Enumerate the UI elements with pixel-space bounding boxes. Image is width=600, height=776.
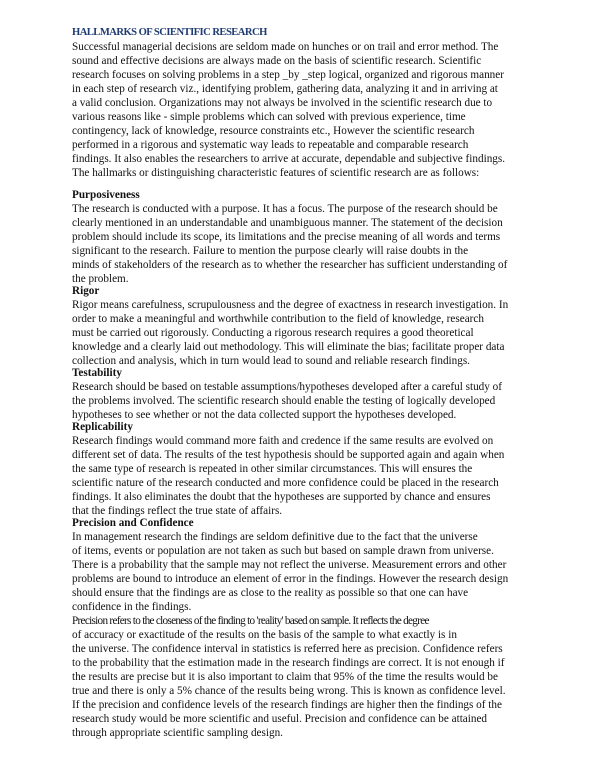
precision-line: problems are bound to introduce an element of error in the findings. However the research design [72,573,509,585]
purposiveness-line: The research is conducted with a purpose. It has a focus. The purpose of the research should be [72,203,498,215]
replicability-line: that the findings reflect the true state of affairs. [72,505,283,517]
purposiveness-line: significant to the research. Failure to mention the purpose clearly will raise doubts in the [72,245,469,257]
precision-line: confidence in the findings. [72,601,192,613]
replicability-line: scientific nature of the research conducted and more confidence could be placed in the research [72,477,499,489]
precision-line: There is a probability that the sample may not reflect the universe. Measurement errors and other [72,559,507,571]
intro-line: The hallmarks or distinguishing characteristic features of scientific research are as follows: [72,167,480,179]
intro-line: a valid conclusion. Organizations may not always be involved in the scientific research due to [72,97,493,109]
page-title: HALLMARKS OF SCIENTIFIC RESEARCH [72,27,267,38]
intro-line: in each step of research viz., identifying problem, gathering data, analyzing it and in arriving at [72,83,498,95]
precision-line: true and there is only a 5% chance of the results being wrong. This is known as confidence level. [72,685,506,697]
precision-line: to the probability that the estimation made in the research findings are correct. It is not enough if [72,657,505,669]
rigor-line: must be carried out rigorously. Conducting a rigorous research requires a good theoretical [72,327,474,339]
section-heading-replicability: Replicability [72,421,133,433]
purposiveness-line: minds of stakeholders of the research as to whether the researcher has sufficient understanding of [72,259,508,271]
intro-line: findings. It also enables the researchers to arrive at accurate, dependable and subjective findings. [72,153,506,165]
section-heading-precision-confidence: Precision and Confidence [72,517,194,529]
intro-line: research focuses on solving problems in a step _by _step logical, organized and rigorous manner [72,69,504,81]
intro-line: Successful managerial decisions are seldom made on hunches or on trail and error method. The [72,41,499,53]
precision-line: should ensure that the findings are as close to the reality as possible so that one can have [72,587,469,599]
purposiveness-line: clearly mentioned in an understandable and unambiguous manner. The statement of the decision [72,217,503,229]
purposiveness-line: problem should include its scope, its limitations and the precise meaning of all words and terms [72,231,501,243]
replicability-line: findings. It also eliminates the doubt that the hypotheses are supported by chance and ensures [72,491,491,503]
testability-line: hypotheses to see whether or not the data collected support the hypotheses developed. [72,409,457,421]
section-heading-rigor: Rigor [72,285,100,297]
precision-line: In management research the findings are seldom definitive due to the fact that the universe [72,531,478,543]
precision-line: through appropriate scientific sampling design. [72,727,283,739]
rigor-line: collection and analysis, which in turn would lead to sound and reliable research findings. [72,355,470,367]
testability-line: Research should be based on testable assumptions/hypotheses developed after a careful study of [72,381,502,393]
intro-line: sound and effective decisions are always made on the basis of scientific research. Scientific [72,55,482,67]
replicability-line: the same type of research is repeated in other similar circumstances. This will ensures the [72,463,473,475]
purposiveness-line: the problem. [72,273,129,285]
precision-line: of items, events or population are not taken as such but based on sample drawn from universe. [72,545,494,557]
rigor-line: knowledge and a clearly laid out methodology. This will eliminate the bias; facilitate proper data [72,341,505,353]
section-heading-testability: Testability [72,367,122,379]
section-heading-purposiveness: Purposiveness [72,189,140,201]
precision-line: Precision refers to the closeness of the finding to 'reality' based on sample. It reflects the degree [72,615,429,627]
rigor-line: Rigor means carefulness, scrupulousness and the degree of exactness in research investigation. In [72,299,509,311]
precision-line: research study would be more scientific and useful. Precision and confidence can be attained [72,713,488,725]
testability-line: the problems involved. The scientific research should enable the testing of logically developed [72,395,496,407]
replicability-line: different set of data. The results of the test hypothesis should be supported again and again when [72,449,505,461]
rigor-line: order to make a meaningful and worthwhile contribution to the field of knowledge, research [72,313,484,325]
precision-line: If the precision and confidence levels of the research findings are higher then the findings of the [72,699,502,711]
intro-line: performed in a rigorous and systematic way leads to repeatable and comparable research [72,139,469,151]
replicability-line: Research findings would command more faith and credence if the same results are evolved on [72,435,494,447]
precision-line: of accuracy or exactitude of the results on the basis of the sample to what exactly is in [72,629,457,641]
intro-line: various reasons like - simple problems which can solved with previous experience, time [72,111,466,123]
precision-line: the universe. The confidence interval in statistics is referred here as precision. Confidence refers [72,643,503,655]
precision-line: the results are precise but it is also important to claim that 95% of the time the results would be [72,671,498,683]
intro-line: contingency, lack of knowledge, resource constraints etc., However the scientific research [72,125,475,137]
